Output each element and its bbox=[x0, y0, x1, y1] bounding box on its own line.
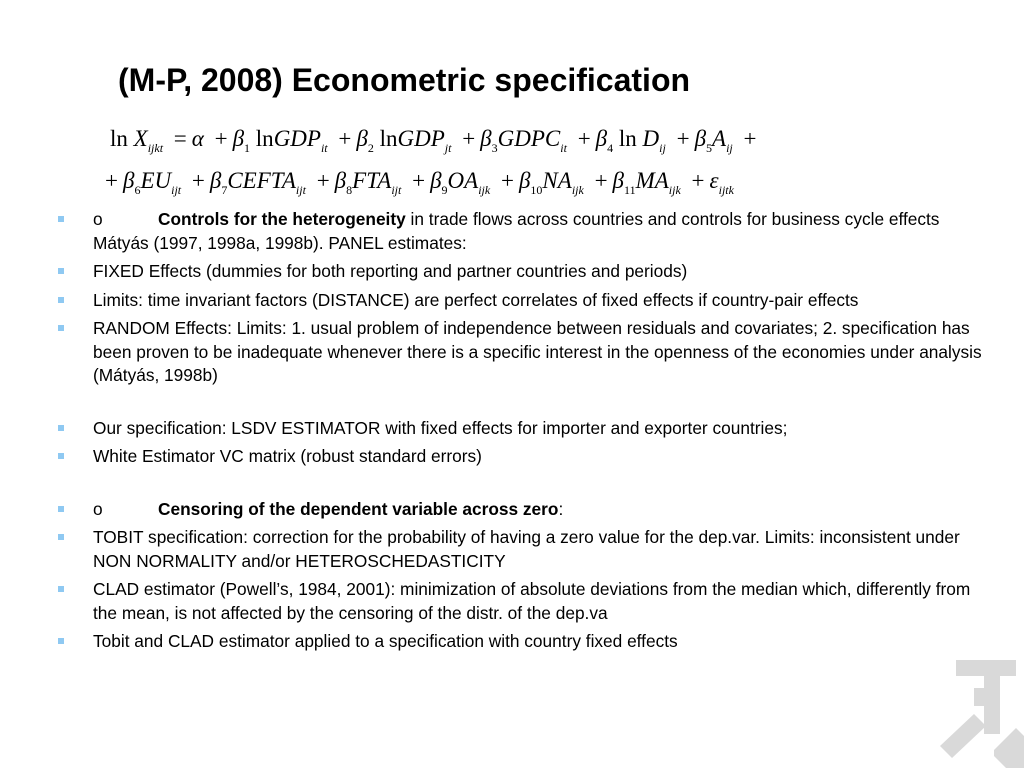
eq-beta: β bbox=[122, 168, 135, 193]
bullet-text: TOBIT specification: correction for the probability of having a zero value for the dep.var. Limits: inconsistent under NON NORMALITY and/or HETEROSCHEDASTICITY bbox=[93, 527, 960, 571]
eq-gdpc: GDPC bbox=[497, 126, 561, 151]
eq-oa: OA bbox=[447, 168, 479, 193]
list-item bbox=[56, 260, 986, 284]
eq-sub: ijt bbox=[171, 183, 182, 197]
square-bullet-icon bbox=[58, 534, 64, 540]
square-bullet-icon bbox=[58, 586, 64, 592]
bullet-text: White Estimator VC matrix (robust standard errors) bbox=[93, 446, 482, 466]
list-item bbox=[56, 417, 986, 441]
equation-line-1 bbox=[110, 126, 870, 162]
eq-plus: + bbox=[500, 168, 514, 193]
eq-ma: MA bbox=[635, 168, 669, 193]
eq-plus: + bbox=[105, 168, 118, 193]
eq-ln: ln bbox=[110, 126, 128, 151]
eq-ln: ln bbox=[618, 126, 637, 151]
bullet-text: FIXED Effects (dummies for both reporting and partner countries and periods) bbox=[93, 261, 688, 281]
eq-equals: = bbox=[173, 126, 187, 151]
eq-beta: β bbox=[595, 126, 608, 151]
eq-sub: jt bbox=[444, 141, 452, 155]
eq-beta-sub: 3 bbox=[491, 141, 498, 155]
eq-gdp: GDP bbox=[273, 126, 321, 151]
eq-plus: + bbox=[676, 126, 690, 151]
square-bullet-icon bbox=[58, 506, 64, 512]
list-item bbox=[56, 526, 986, 573]
eq-gdp: GDP bbox=[397, 126, 445, 151]
eq-sub: ijt bbox=[391, 183, 402, 197]
eq-cefta: CEFTA bbox=[227, 168, 296, 193]
sub-bullet-marker: o bbox=[93, 498, 103, 519]
eq-plus: + bbox=[743, 126, 757, 151]
eq-beta: β bbox=[430, 168, 442, 193]
eq-beta-sub: 1 bbox=[244, 141, 251, 155]
square-bullet-icon bbox=[58, 268, 64, 274]
eq-d: D bbox=[642, 126, 660, 151]
eq-sub: ij bbox=[659, 141, 666, 155]
eq-plus: + bbox=[577, 126, 591, 151]
eq-beta: β bbox=[209, 168, 222, 193]
eq-beta-sub: 2 bbox=[367, 141, 374, 155]
eq-beta: β bbox=[356, 126, 368, 151]
bullet-list bbox=[56, 208, 986, 659]
eq-beta-sub: 4 bbox=[607, 141, 614, 155]
list-item bbox=[56, 208, 986, 255]
eq-na: NA bbox=[542, 168, 572, 193]
university-logo-icon bbox=[934, 654, 1024, 768]
eq-sub: ij bbox=[726, 141, 733, 155]
bullet-text: Our specification: LSDV ESTIMATOR with fixed effects for importer and exporter countries; bbox=[93, 417, 788, 438]
eq-beta: β bbox=[232, 126, 245, 151]
list-item bbox=[56, 445, 986, 469]
list-item bbox=[56, 317, 986, 388]
bullet-text: : bbox=[558, 498, 564, 519]
list-item bbox=[56, 578, 986, 625]
eq-beta-sub: 8 bbox=[346, 183, 353, 197]
eq-beta: β bbox=[694, 126, 707, 151]
eq-sub: ijk bbox=[478, 183, 491, 197]
eq-eu: EU bbox=[140, 168, 172, 193]
square-bullet-icon bbox=[58, 216, 64, 222]
eq-beta: β bbox=[334, 168, 347, 193]
slide-title: (M-P, 2008) Econometric specification bbox=[118, 62, 691, 98]
bullet-text: Tobit and CLAD estimator applied to a specification with country fixed effects bbox=[93, 631, 678, 651]
eq-beta: β bbox=[518, 168, 531, 193]
bullet-text: CLAD estimator (Powell’s, 1984, 2001): minimization of absolute deviations from the median which, differently from the mean, is not affected by the censoring of the distr. of the dep.va bbox=[93, 579, 971, 623]
square-bullet-icon bbox=[58, 638, 64, 644]
square-bullet-icon bbox=[58, 297, 64, 303]
eq-x: X bbox=[133, 126, 148, 151]
eq-beta-sub: 7 bbox=[221, 183, 228, 197]
eq-a: A bbox=[712, 126, 727, 151]
equation-line-2 bbox=[100, 168, 860, 204]
eq-sub: ijtk bbox=[718, 183, 734, 197]
eq-plus: + bbox=[214, 126, 228, 151]
eq-plus: + bbox=[462, 126, 476, 151]
bullet-text: RANDOM Effects: Limits: 1. usual problem of independence between residuals and covariates; 2. specification has been proven to be inadequate whenever there is a specific interest in the openness of the economies under analysis (Mátyás, 1998b) bbox=[93, 318, 982, 385]
eq-sub: ijt bbox=[295, 183, 306, 197]
eq-fta: FTA bbox=[352, 168, 392, 193]
bullet-bold-text: Controls for the heterogeneity bbox=[158, 209, 406, 229]
bullet-text: Limits: time invariant factors (DISTANCE) are perfect correlates of fixed effects if country-pair effects bbox=[93, 289, 859, 310]
eq-sub: it bbox=[320, 141, 328, 155]
eq-sub: ijk bbox=[571, 183, 584, 197]
eq-beta-sub: 5 bbox=[706, 141, 713, 155]
eq-sub: ijk bbox=[668, 183, 681, 197]
eq-beta-sub: 11 bbox=[624, 183, 636, 197]
list-item bbox=[56, 498, 986, 522]
eq-ln: ln bbox=[379, 126, 398, 151]
eq-plus: + bbox=[338, 126, 352, 151]
eq-sub: it bbox=[560, 141, 567, 155]
list-item bbox=[56, 289, 986, 313]
sub-bullet-marker: o bbox=[93, 209, 103, 229]
eq-plus: + bbox=[594, 168, 608, 193]
eq-beta-sub: 9 bbox=[441, 183, 448, 197]
eq-beta-sub: 10 bbox=[530, 183, 543, 197]
eq-alpha: α bbox=[191, 126, 204, 151]
eq-plus: + bbox=[191, 168, 205, 193]
eq-epsilon: ε bbox=[709, 168, 719, 193]
bullet-text: in trade flows across countries and controls for business cycle effects Mátyás (1997, 1998a, 1998b). PANEL estimates: bbox=[93, 209, 940, 253]
eq-plus: + bbox=[412, 168, 426, 193]
square-bullet-icon bbox=[58, 325, 64, 331]
square-bullet-icon bbox=[58, 425, 64, 431]
eq-beta: β bbox=[480, 126, 492, 151]
eq-x-sub: ijkt bbox=[147, 141, 164, 155]
bullet-bold-text: Censoring of the dependent variable across zero bbox=[158, 498, 559, 519]
list-item bbox=[56, 630, 986, 654]
eq-plus: + bbox=[691, 168, 705, 193]
square-bullet-icon bbox=[58, 453, 64, 459]
eq-plus: + bbox=[316, 168, 330, 193]
eq-ln: ln bbox=[255, 126, 274, 151]
eq-beta-sub: 6 bbox=[134, 183, 141, 197]
eq-beta: β bbox=[612, 168, 625, 193]
